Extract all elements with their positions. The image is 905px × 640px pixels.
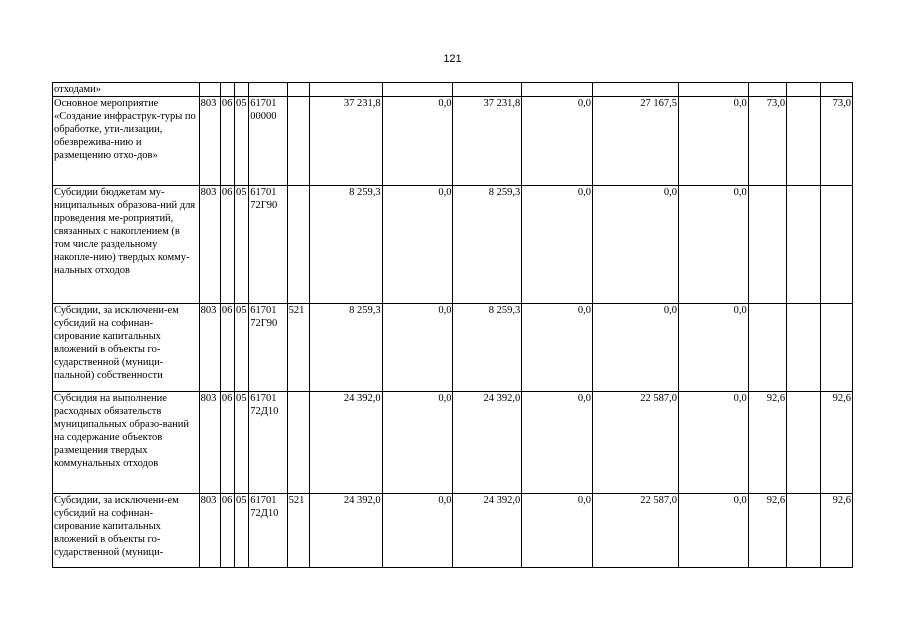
percent-cell-1	[748, 83, 786, 97]
amount-cell-4: 0,0	[522, 97, 593, 186]
percent-cell-1	[748, 186, 786, 304]
admin-code-cell: 803	[199, 186, 220, 304]
page-number: 121	[443, 53, 462, 65]
table-row	[53, 83, 853, 97]
table-row	[53, 97, 853, 186]
section-code-cell: 06	[220, 304, 234, 392]
percent-cell-1	[748, 304, 786, 392]
section-code-cell: 06	[220, 97, 234, 186]
amount-cell-6: 0,0	[678, 304, 748, 392]
percent-cell-1: 92,6	[748, 392, 786, 494]
table-row	[53, 186, 853, 304]
row-name-cell: Субсидия на выполнение расходных обязательств муниципальных образо-ваний на содержание объектов размещения твердых коммунальных отходов	[53, 392, 200, 494]
amount-cell-5: 27 167,5	[593, 97, 679, 186]
amount-cell-5	[593, 83, 679, 97]
expense-type-cell	[287, 83, 309, 97]
target-article-cell: 61701 72Г90	[249, 186, 287, 304]
amount-cell-2: 0,0	[382, 494, 453, 568]
section-code-cell: 06	[220, 392, 234, 494]
amount-cell-1: 24 392,0	[309, 392, 382, 494]
subsection-code-cell: 05	[235, 494, 249, 568]
section-code-cell	[220, 83, 234, 97]
amount-cell-2: 0,0	[382, 304, 453, 392]
admin-code-cell: 803	[199, 97, 220, 186]
amount-cell-3: 8 259,3	[453, 304, 522, 392]
amount-cell-3: 24 392,0	[453, 494, 522, 568]
target-article-cell: 61701 72Д10	[249, 392, 287, 494]
admin-code-cell	[199, 83, 220, 97]
expense-type-cell: 521	[287, 494, 309, 568]
amount-cell-1: 8 259,3	[309, 186, 382, 304]
amount-cell-5: 22 587,0	[593, 494, 679, 568]
amount-cell-6: 0,0	[678, 494, 748, 568]
empty-cell	[787, 494, 820, 568]
row-name-cell: Субсидии, за исключени-ем субсидий на софинан-сирование капитальных вложений в объекты го-сударственной (муници-	[53, 494, 200, 568]
section-code-cell: 06	[220, 186, 234, 304]
amount-cell-2: 0,0	[382, 97, 453, 186]
budget-table	[52, 82, 853, 568]
empty-cell	[787, 392, 820, 494]
amount-cell-3: 8 259,3	[453, 186, 522, 304]
admin-code-cell: 803	[199, 494, 220, 568]
row-name-cell: Субсидии, за исключени-ем субсидий на софинан-сирование капитальных вложений в объекты го-сударственной (муници-пальной) собственности	[53, 304, 200, 392]
amount-cell-4: 0,0	[522, 186, 593, 304]
amount-cell-4	[522, 83, 593, 97]
target-article-cell: 61701 00000	[249, 97, 287, 186]
percent-cell-1: 73,0	[748, 97, 786, 186]
amount-cell-4: 0,0	[522, 392, 593, 494]
amount-cell-1: 37 231,8	[309, 97, 382, 186]
amount-cell-1: 8 259,3	[309, 304, 382, 392]
amount-cell-2: 0,0	[382, 392, 453, 494]
amount-cell-3: 37 231,8	[453, 97, 522, 186]
amount-cell-4: 0,0	[522, 494, 593, 568]
admin-code-cell: 803	[199, 392, 220, 494]
percent-cell-2: 92,6	[820, 392, 852, 494]
amount-cell-3: 24 392,0	[453, 392, 522, 494]
subsection-code-cell: 05	[235, 97, 249, 186]
table-row	[53, 392, 853, 494]
table-row	[53, 304, 853, 392]
amount-cell-2: 0,0	[382, 186, 453, 304]
subsection-code-cell: 05	[235, 186, 249, 304]
subsection-code-cell	[235, 83, 249, 97]
target-article-cell: 61701 72Г90	[249, 304, 287, 392]
amount-cell-5: 22 587,0	[593, 392, 679, 494]
percent-cell-2: 73,0	[820, 97, 852, 186]
percent-cell-2	[820, 83, 852, 97]
amount-cell-5: 0,0	[593, 304, 679, 392]
table-row	[53, 494, 853, 568]
amount-cell-6: 0,0	[678, 392, 748, 494]
expense-type-cell	[287, 97, 309, 186]
expense-type-cell	[287, 186, 309, 304]
row-name-cell: Субсидии бюджетам му-ниципальных образова-ний для проведения ме-роприятий, связанных с накоплением (в том числе раздельному накопле-нию) твердых комму-нальных отходов	[53, 186, 200, 304]
amount-cell-6: 0,0	[678, 97, 748, 186]
target-article-cell: 61701 72Д10	[249, 494, 287, 568]
amount-cell-2	[382, 83, 453, 97]
amount-cell-5: 0,0	[593, 186, 679, 304]
amount-cell-1: 24 392,0	[309, 494, 382, 568]
expense-type-cell: 521	[287, 304, 309, 392]
amount-cell-6	[678, 83, 748, 97]
target-article-cell	[249, 83, 287, 97]
empty-cell	[787, 186, 820, 304]
empty-cell	[787, 304, 820, 392]
amount-cell-6: 0,0	[678, 186, 748, 304]
percent-cell-1: 92,6	[748, 494, 786, 568]
row-name-cell: отходами»	[53, 83, 200, 97]
percent-cell-2	[820, 186, 852, 304]
empty-cell	[787, 83, 820, 97]
percent-cell-2	[820, 304, 852, 392]
amount-cell-3	[453, 83, 522, 97]
section-code-cell: 06	[220, 494, 234, 568]
amount-cell-4: 0,0	[522, 304, 593, 392]
percent-cell-2: 92,6	[820, 494, 852, 568]
empty-cell	[787, 97, 820, 186]
subsection-code-cell: 05	[235, 304, 249, 392]
expense-type-cell	[287, 392, 309, 494]
admin-code-cell: 803	[199, 304, 220, 392]
row-name-cell: Основное мероприятие «Создание инфраструк-туры по обработке, ути-лизации, обезврежива-нию и размещению отхо-дов»	[53, 97, 200, 186]
amount-cell-1	[309, 83, 382, 97]
subsection-code-cell: 05	[235, 392, 249, 494]
